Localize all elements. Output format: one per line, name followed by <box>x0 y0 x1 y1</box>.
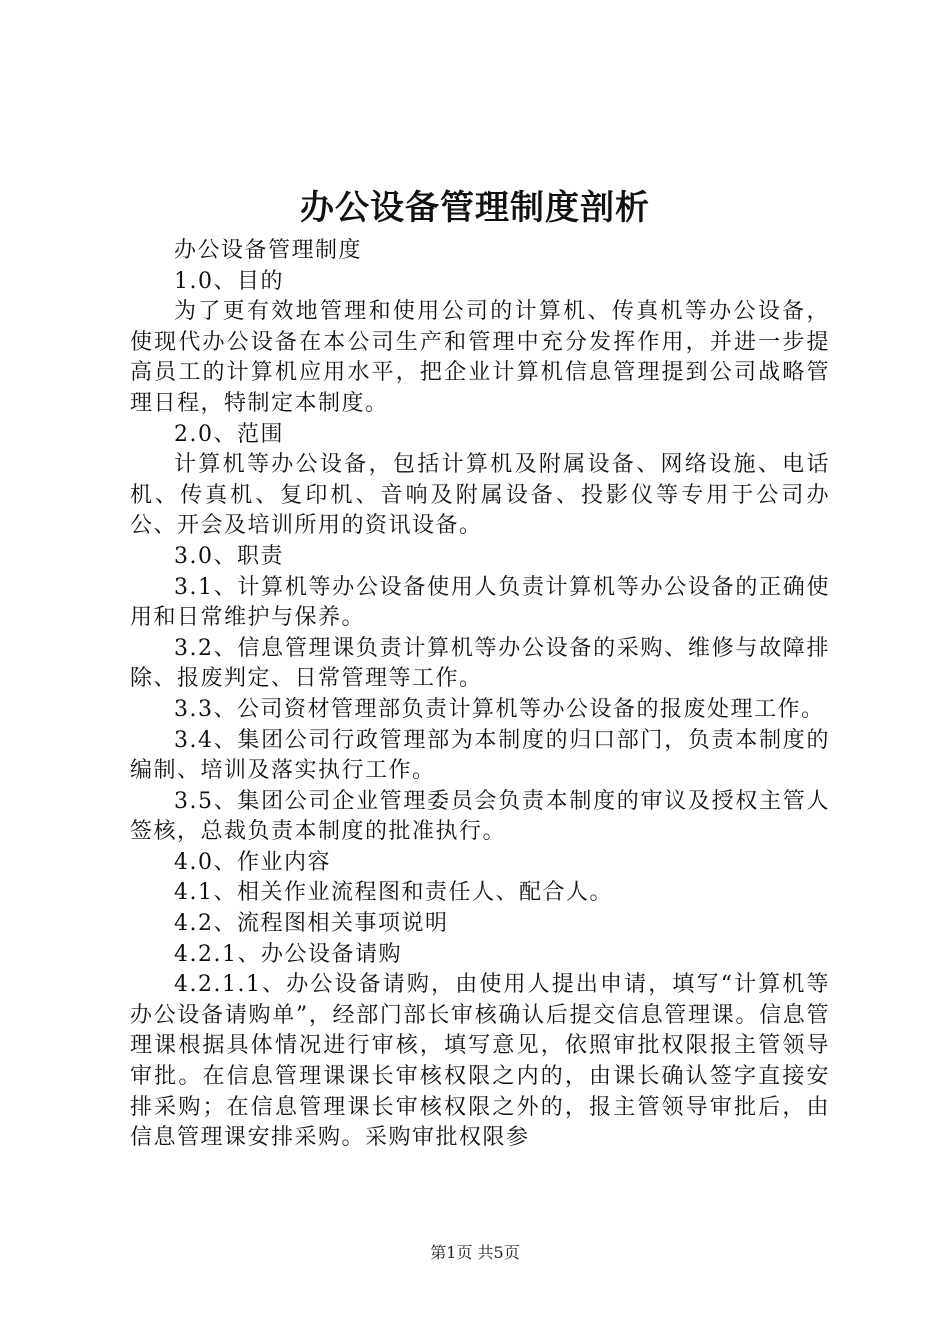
document-title: 办公设备管理制度剖析 <box>300 188 650 228</box>
section-heading: 4.2、流程图相关事项说明 <box>174 911 449 937</box>
paragraph: 3.3、公司资材管理部负责计算机等办公设备的报废处理工作。 <box>174 696 825 722</box>
paragraph: 3.4、集团公司行政管理部为本制度的归口部门，负责本制度的编制、培训及落实执行工作。 <box>130 727 830 784</box>
paragraph: 4.1、相关作业流程图和责任人、配合人。 <box>174 880 613 906</box>
section-heading: 3.0、职责 <box>174 543 284 569</box>
paragraph: 3.2、信息管理课负责计算机等办公设备的采购、维修与故障排除、报废判定、日常管理等工作。 <box>130 635 830 692</box>
paragraph: 计算机等办公设备，包括计算机及附属设备、网络设施、电话机、传真机、复印机、音响及附属设备、投影仪等专用于公司办公、开会及培训所用的资讯设备。 <box>130 452 830 539</box>
paragraph: 3.5、集团公司企业管理委员会负责本制度的审议及授权主管人签核，总裁负责本制度的批准执行。 <box>130 788 830 845</box>
paragraph: 办公设备管理制度 <box>174 238 363 263</box>
document-body <box>130 236 830 1154</box>
paragraph: 4.2.1.1、办公设备请购，由使用人提出申请，填写“计算机等办公设备请购单”，经部门部长审核确认后提交信息管理课。信息管理课根据具体情况进行审核，填写意见，依照审批权限报主管领导审批。在信息管理课课长审核权限之内的，由课长确认签字直接安排采购；在信息管理课长审核权限之外的，报主管领导审批后，由信息管理课安排采购。采购审批权限参 <box>130 972 830 1151</box>
section-heading: 1.0、目的 <box>174 268 284 294</box>
page-footer: 第1页 共5页 <box>430 1243 520 1262</box>
section-heading: 4.2.1、办公设备请购 <box>174 941 402 967</box>
section-heading: 2.0、范围 <box>174 421 284 447</box>
paragraph: 为了更有效地管理和使用公司的计算机、传真机等办公设备，使现代办公设备在本公司生产和管理中充分发挥作用，并进一步提高员工的计算机应用水平，把企业计算机信息管理提到公司战略管理日程，特制定本制度。 <box>130 299 830 416</box>
section-heading: 4.0、作业内容 <box>174 849 331 875</box>
paragraph: 3.1、计算机等办公设备使用人负责计算机等办公设备的正确使用和日常维护与保养。 <box>130 574 830 631</box>
